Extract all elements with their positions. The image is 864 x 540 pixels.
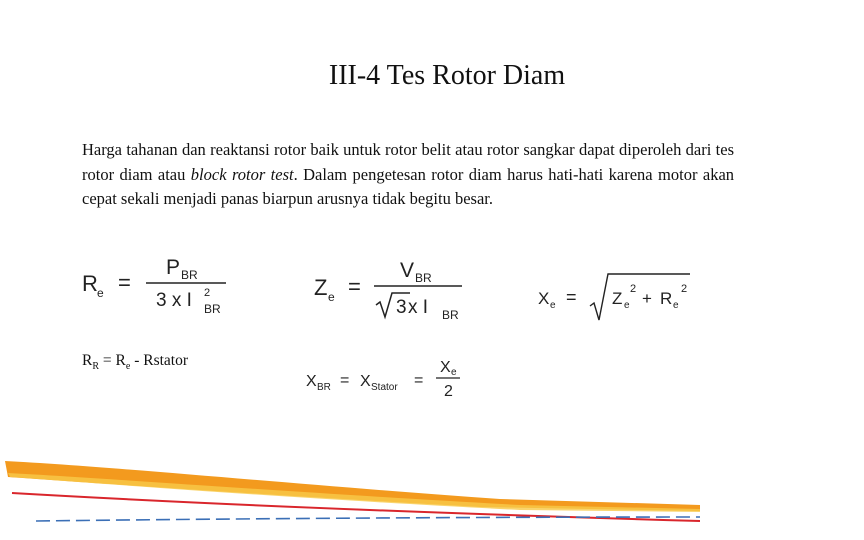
re-num-sub: BR: [181, 268, 198, 282]
ze-lhs-sub: e: [328, 290, 335, 304]
paragraph-text-1: Harga tahanan dan reaktansi rotor baik untuk rotor belit atau rotor sangkar dapat diperoleh dari tes rotor diam atau: [82, 140, 734, 184]
page-title: III-4 Tes Rotor Diam: [328, 60, 566, 91]
re-den-sup: 2: [204, 287, 211, 299]
xe-r-sup: 2: [681, 283, 688, 295]
ze-den-rest: x I: [408, 297, 429, 318]
svg-text:=: =: [118, 270, 131, 295]
xe-z-sub: e: [624, 300, 630, 311]
xe-lhs: X: [538, 289, 550, 308]
re-lhs-sub: e: [97, 286, 104, 300]
svg-text:=: =: [566, 287, 577, 307]
paragraph-italic-term: block rotor test: [190, 164, 294, 184]
svg-text:=: =: [348, 274, 361, 299]
decorative-swoosh: [0, 455, 700, 535]
svg-text:=: =: [414, 372, 424, 389]
xbr-den: 2: [444, 383, 453, 400]
re-num: P: [166, 256, 181, 279]
ze-den-root: 3: [396, 297, 407, 318]
ze-num-sub: BR: [415, 271, 432, 285]
sqrt-icon: [590, 274, 690, 320]
equation-xbr: [304, 355, 464, 408]
xbr-x2: X: [360, 373, 371, 390]
xbr-num-sub: e: [451, 367, 457, 378]
xe-z: Z: [612, 289, 623, 308]
re-lhs: R: [82, 271, 98, 296]
xbr-num: X: [440, 359, 451, 376]
equation-xe: [538, 270, 698, 330]
paragraph-text-2: . Dalam pengetesan rotor diam harus hati-hati karena motor akan cepat sekali menjadi panas biarpun arusnya tidak begitu besar.: [82, 164, 735, 208]
svg-text:=: =: [340, 372, 350, 389]
equation-ze: [312, 255, 472, 330]
ze-num: V: [400, 259, 415, 282]
orange-stripe: [5, 461, 700, 511]
equation-re: [80, 250, 240, 325]
body-paragraph: [82, 138, 734, 212]
xe-z-sup: 2: [630, 283, 637, 295]
xe-plus: +: [642, 289, 652, 308]
re-den: 3 x I: [156, 290, 192, 311]
ze-den-sub: BR: [442, 308, 459, 322]
xbr-x1-sub: BR: [317, 382, 331, 393]
xe-lhs-sub: e: [550, 300, 556, 311]
xe-r: R: [660, 289, 673, 308]
re-den-sub: BR: [204, 302, 221, 316]
xe-r-sub: e: [673, 300, 679, 311]
equation-rr: $R_R = R_e$ - Rstator: [82, 352, 188, 373]
xbr-x2-sub: Stator: [371, 382, 398, 393]
xbr-x1: X: [306, 373, 317, 390]
ze-lhs: Z: [314, 275, 328, 300]
